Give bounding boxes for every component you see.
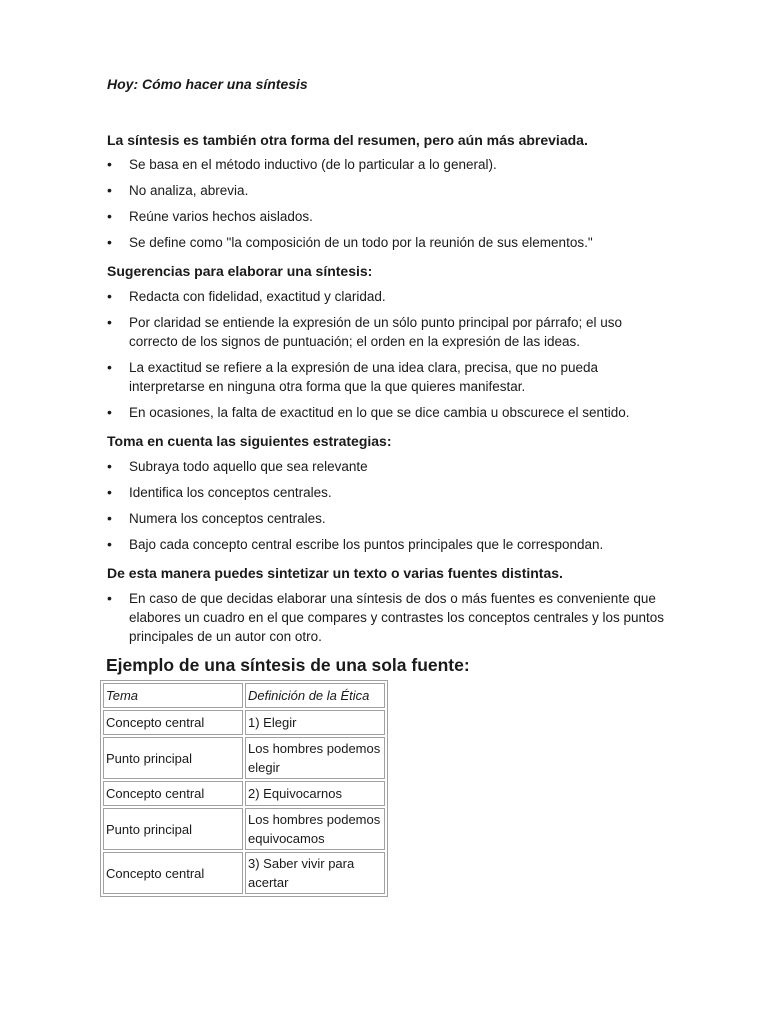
list-item: • Se define como "la composición de un todo por la reunión de sus elementos." [107,233,667,252]
table-cell: Concepto central [103,781,243,806]
section-suggestions [107,261,667,422]
table-cell: Concepto central [103,852,243,894]
table-header-cell: Tema [103,683,243,708]
list-item: • Se basa en el método inductivo (de lo particular a lo general). [107,155,667,174]
table-row [103,737,385,779]
bullet-list [107,589,667,646]
section-strategies [107,431,667,554]
table-row [103,852,385,894]
table-cell: Punto principal [103,737,243,779]
list-item: • Bajo cada concepto central escribe los puntos principales que le correspondan. [107,535,667,554]
table-cell: 3) Saber vivir para acertar [245,852,385,894]
table-cell: 2) Equivocarnos [245,781,385,806]
list-item: • La exactitud se refiere a la expresión de una idea clara, precisa, que no pueda interpretarse en ninguna otra forma que la que quieres manifestar. [107,358,667,396]
table-cell: Los hombres podemos elegir [245,737,385,779]
list-item: • No analiza, abrevia. [107,181,667,200]
table-row [103,781,385,806]
bullet-list [107,457,667,554]
example-title: Ejemplo de una síntesis de una sola fuente: [106,655,470,675]
table-row [103,710,385,735]
table-cell: Los hombres podemos equivocamos [245,808,385,850]
table-cell: 1) Elegir [245,710,385,735]
list-item: • En caso de que decidas elaborar una síntesis de dos o más fuentes es conveniente que elabores un cuadro en el que compares y contrastes los conceptos centrales y los puntos principales de un autor con otro. [107,589,667,646]
table-cell: Concepto central [103,710,243,735]
section-heading: De esta manera puedes sintetizar un texto o varias fuentes distintas. [107,565,563,581]
list-item: • Numera los conceptos centrales. [107,509,667,528]
document-page [107,76,667,897]
bullet-list [107,287,667,422]
document-title: Hoy: Cómo hacer una síntesis [107,76,308,92]
list-item: • Subraya todo aquello que sea relevante [107,457,667,476]
section-heading: Toma en cuenta las siguientes estrategias: [107,433,392,449]
section-multiple-sources [107,563,667,646]
table-cell: Punto principal [103,808,243,850]
section-heading: Sugerencias para elaborar una síntesis: [107,263,373,279]
table-header-cell: Definición de la Ética [245,683,385,708]
table-row [103,808,385,850]
list-item: • Reúne varios hechos aislados. [107,207,667,226]
example-table [100,680,388,897]
section-synthesis-definition [107,130,667,252]
table-header-row [103,683,385,708]
section-heading: La síntesis es también otra forma del resumen, pero aún más abreviada. [107,132,588,148]
list-item: • Por claridad se entiende la expresión de un sólo punto principal por párrafo; el uso correcto de los signos de puntuación; el orden en la expresión de las ideas. [107,313,667,351]
list-item: • Identifica los conceptos centrales. [107,483,667,502]
list-item: • En ocasiones, la falta de exactitud en lo que se dice cambia u obscurece el sentido. [107,403,667,422]
bullet-list [107,155,667,252]
list-item: • Redacta con fidelidad, exactitud y claridad. [107,287,667,306]
